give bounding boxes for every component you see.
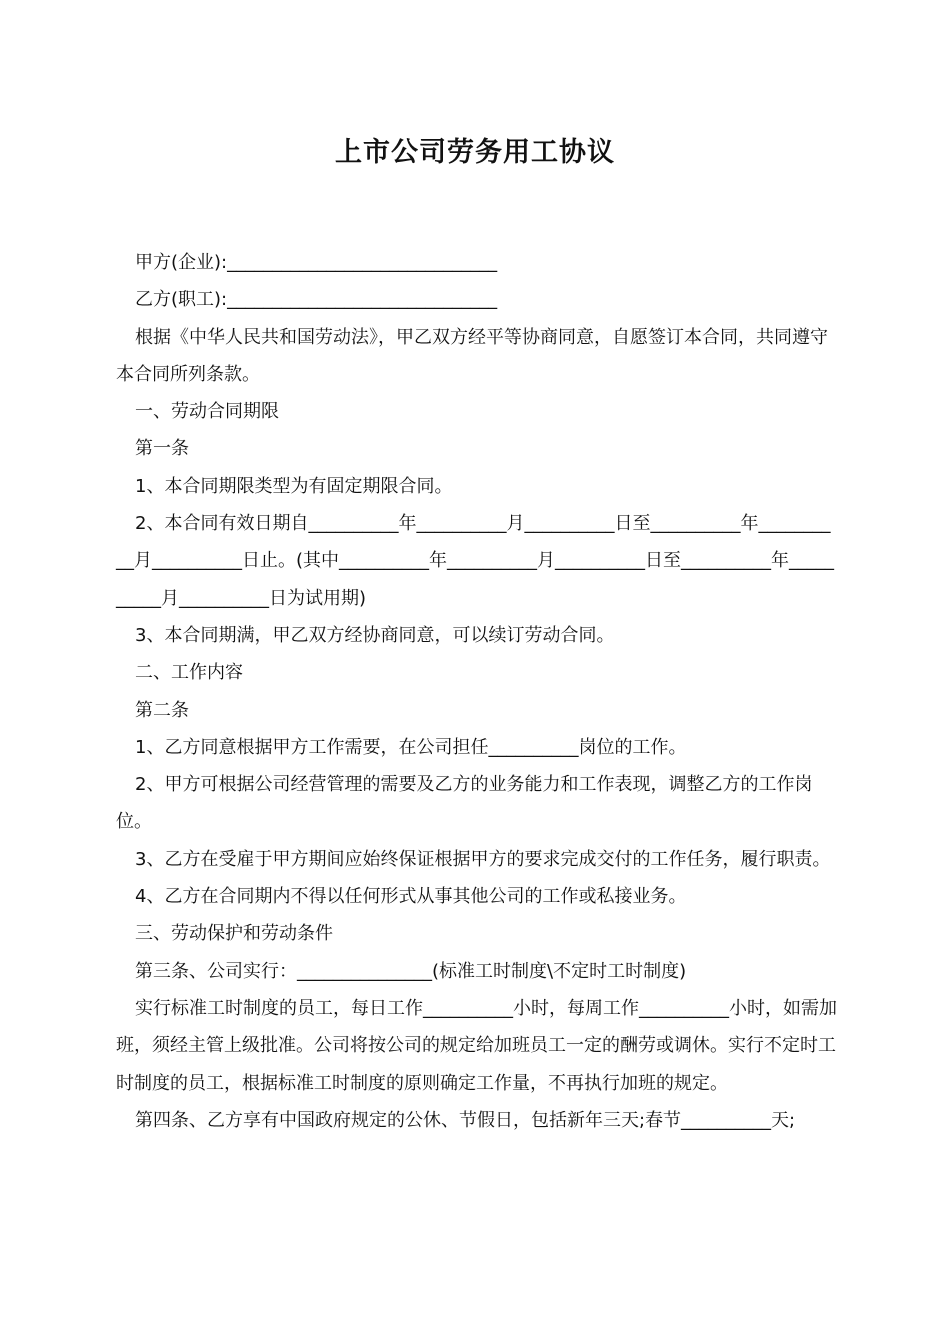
preamble-paragraph: 根据《中华人民共和国劳动法》，甲乙双方经平等协商同意，自愿签订本合同，共同遵守本合同所列条款。: [116, 326, 828, 385]
clause-1-1: 1、本合同期限类型为有固定期限合同。: [135, 475, 453, 497]
clause-1-2: 2、本合同有效日期自__________年__________月__________日至__________年__________月__________日止。(其中__________年__________月__________日至__________年__________月__________日为试用期): [116, 513, 835, 609]
working-hours-paragraph: 实行标准工时制度的员工，每日工作__________小时，每周工作__________小时，如需加班，须经主管上级批准。公司将按公司的规定给加班员工一定的酬劳或调休。实行不定时工时制度的员工，根据标准工时制度的原则确定工作量，不再执行加班的规定。: [116, 997, 837, 1094]
clause-2-3: 3、乙方在受雇于甲方期间应始终保证根据甲方的要求完成交付的工作任务，履行职责。: [135, 848, 831, 870]
clause-2-1: 1、乙方同意根据甲方工作需要，在公司担任__________岗位的工作。: [135, 736, 687, 758]
party-b-line: 乙方(职工):______________________________: [135, 289, 498, 311]
party-a-line: 甲方(企业):______________________________: [135, 252, 498, 273]
clause-2-4: 4、乙方在合同期内不得以任何形式从事其他公司的工作或私接业务。: [135, 886, 687, 908]
section-heading-contract-term: 一、劳动合同期限: [135, 401, 279, 423]
section-heading-work-content: 二、工作内容: [135, 662, 243, 684]
section-heading-labor-protection: 三、劳动保护和劳动条件: [135, 923, 333, 945]
article-heading-1: 第一条: [135, 438, 189, 460]
clause-1-3: 3、本合同期满，甲乙双方经协商同意，可以续订劳动合同。: [135, 624, 615, 646]
document-title: 上市公司劳务用工协议: [335, 137, 615, 168]
article-heading-2: 第二条: [135, 699, 189, 721]
clause-2-2: 2、甲方可根据公司经营管理的需要及乙方的业务能力和工作表现，调整乙方的工作岗位。: [116, 774, 813, 833]
article-4: 第四条、乙方享有中国政府规定的公休、节假日，包括新年三天;春节__________天;: [135, 1109, 796, 1131]
article-3: 第三条、公司实行：_______________(标准工时制度\不定时工时制度): [135, 960, 687, 982]
document-body: [116, 244, 838, 1139]
